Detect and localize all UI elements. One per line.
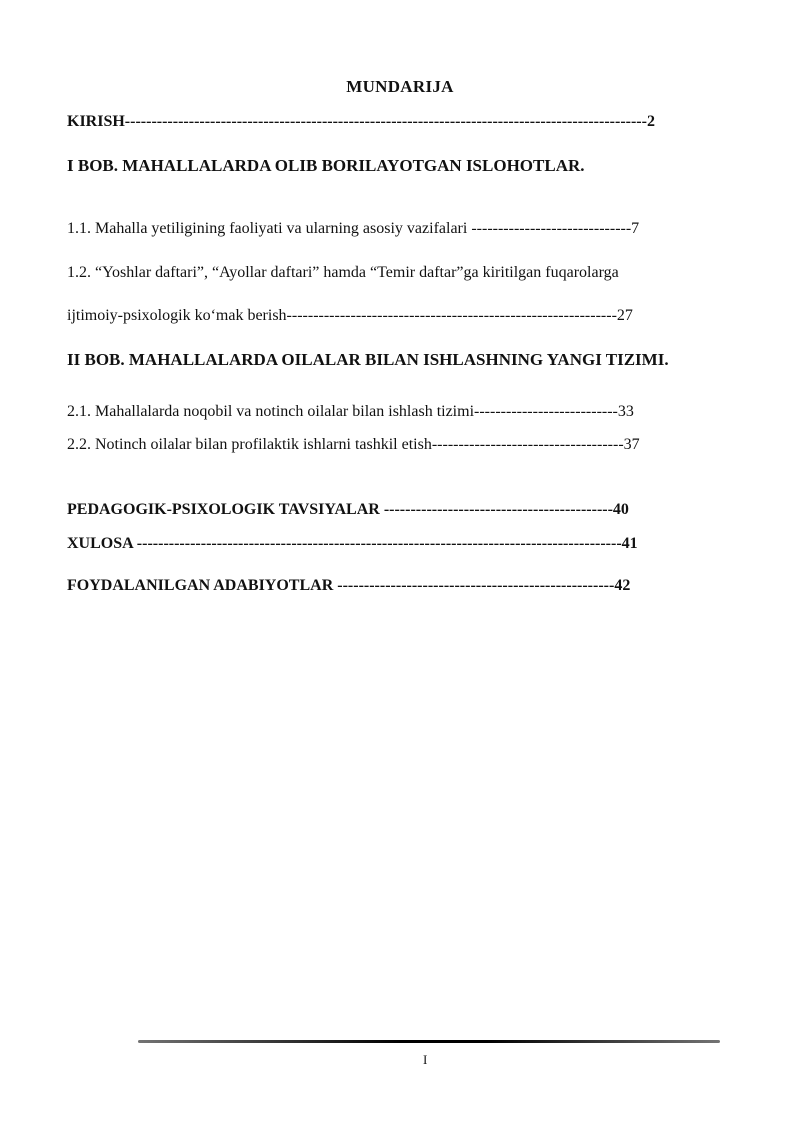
footer-rule (138, 1040, 720, 1043)
toc-entry-page: 37 (623, 436, 640, 453)
toc-entry-text: 1.2. “Yoshlar daftari”, “Ayollar daftari” hamda “Temir daftar”ga kiritilgan fuqarolarga (67, 264, 619, 281)
toc-entry-page: 42 (614, 577, 631, 594)
toc-entry-text: FOYDALANILGAN ADABIYOTLAR (67, 577, 338, 594)
toc-entry-text: ijtimoiy-psixologik ko‘mak berish (67, 307, 287, 324)
toc-entry-1-2-line-1 (67, 264, 742, 282)
toc-entry-leader: ---------------------------------------------------- (337, 577, 615, 594)
toc-entry-text: 1.1. Mahalla yetiligining faoliyati va ularning asosiy vazifalari (67, 220, 472, 237)
toc-entry-leader: --------------------------- (474, 403, 618, 420)
toc-entry-leader: ------------------------------ (471, 220, 632, 237)
toc-entry-text: PEDAGOGIK-PSIXOLOGIK TAVSIYALAR (67, 501, 384, 518)
chapter-1-heading: I BOB. MAHALLALARDA OLIB BORILAYOTGAN ISLOHOTLAR. (67, 156, 585, 175)
toc-entry-adabiyotlar (67, 577, 732, 595)
toc-entry-leader: -------------------------------------------------------------- (286, 307, 617, 324)
toc-entry-1-1 (67, 220, 742, 238)
toc-entry-page: 7 (631, 220, 640, 237)
toc-entry-tavsiyalar (67, 501, 735, 519)
toc-entry-page: 41 (621, 535, 638, 552)
footer-page-number: I (423, 1052, 428, 1067)
chapter-2-heading: II BOB. MAHALLALARDA OILALAR BILAN ISHLASHNING YANGI TIZIMI. (67, 350, 669, 369)
toc-entry-leader: -------------------------------------------------------------------------------------------------- (124, 113, 647, 130)
toc-entry-text: 2.1. Mahallalarda noqobil va notinch oilalar bilan ishlash tizimi (67, 403, 475, 420)
toc-entry-leader: ------------------------------------ (431, 436, 624, 453)
toc-entry-leader: ------------------------------------------- (383, 501, 613, 518)
toc-entry-text: XULOSA (67, 535, 137, 552)
toc-entry-kirish (67, 113, 737, 131)
toc-entry-2-1 (67, 403, 742, 421)
toc-entry-page: 40 (612, 501, 629, 518)
toc-entry-xulosa (67, 535, 735, 553)
toc-entry-text: 2.2. Notinch oilalar bilan profilaktik ishlarni tashkil etish (67, 436, 432, 453)
toc-entry-leader: ------------------------------------------------------------------------------------------- (136, 535, 622, 552)
toc-entry-page: 33 (617, 403, 634, 420)
toc-entry-2-2 (67, 436, 742, 454)
toc-title: MUNDARIJA (346, 77, 454, 96)
toc-entry-text: KIRISH (67, 113, 125, 130)
toc-entry-page: 2 (646, 113, 655, 130)
toc-entry-page: 27 (616, 307, 633, 324)
toc-entry-1-2-line-2 (67, 307, 742, 325)
